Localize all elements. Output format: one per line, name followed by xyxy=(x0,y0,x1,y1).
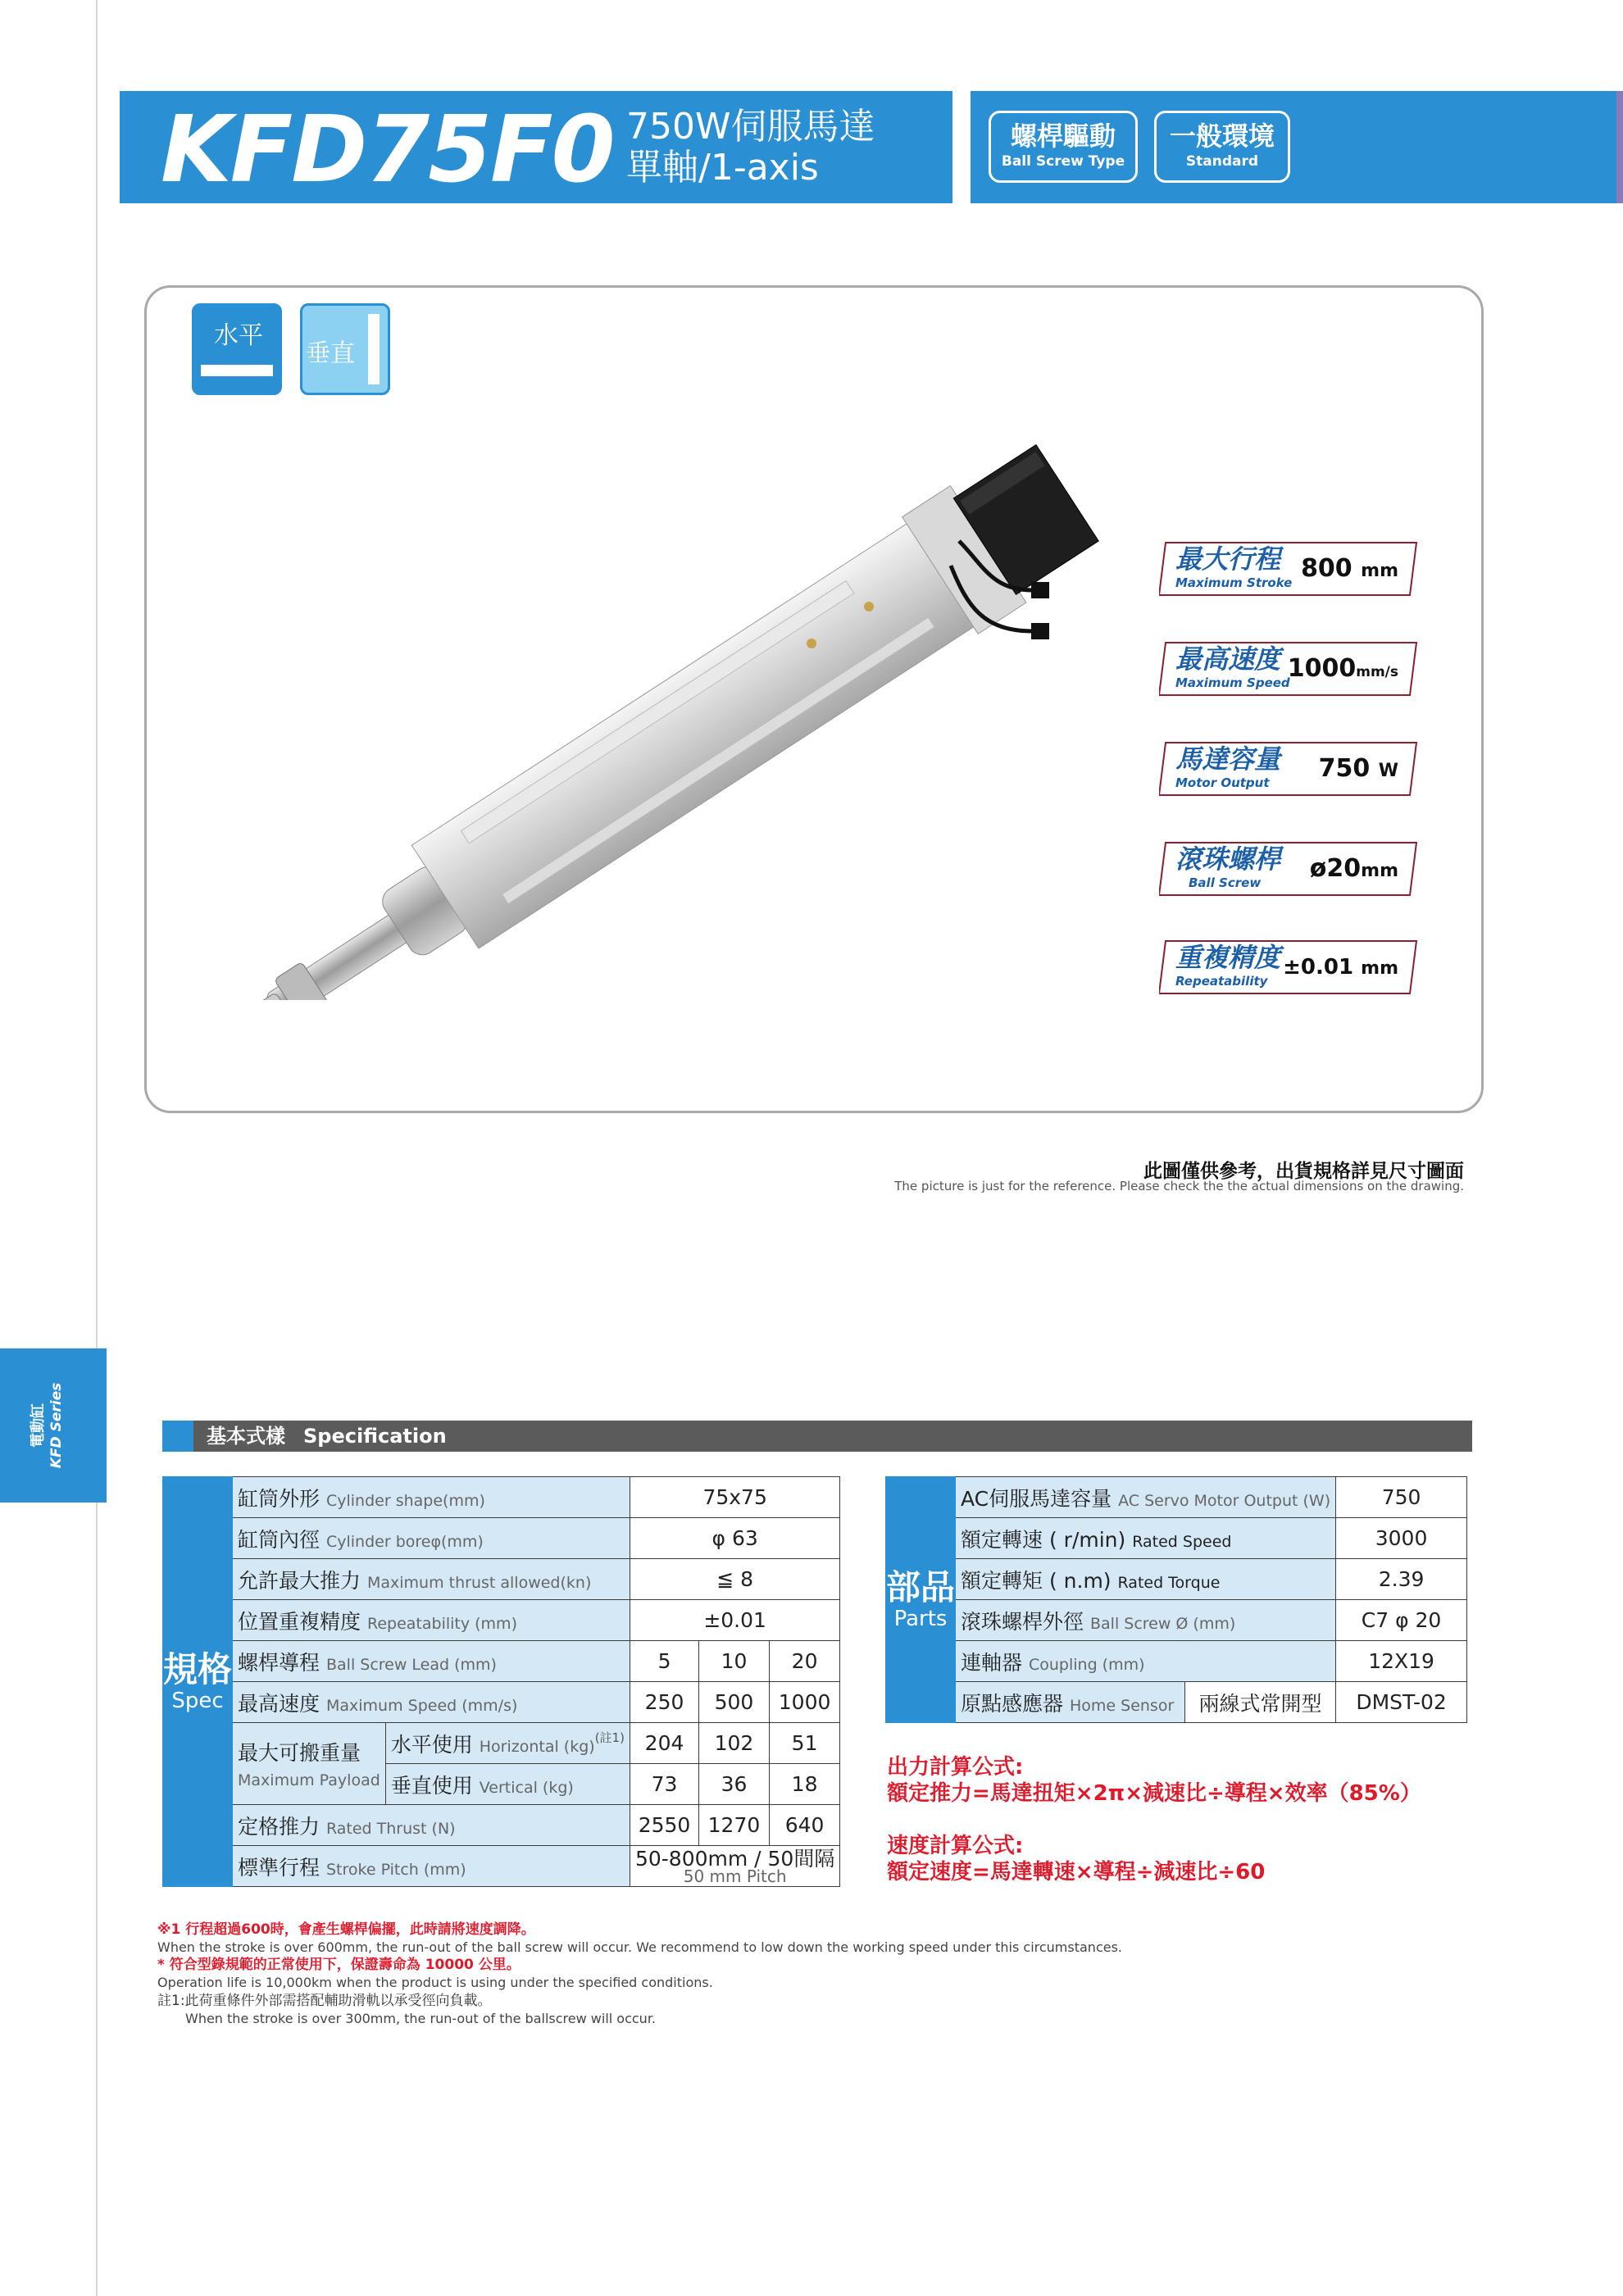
cell-value: 36 xyxy=(699,1764,770,1805)
table-row xyxy=(886,1641,1467,1682)
parts-sidebar xyxy=(886,1477,956,1723)
callout-ball-screw xyxy=(1159,841,1418,897)
spec-sidebar xyxy=(163,1477,233,1887)
cell-value: 5 xyxy=(630,1641,698,1682)
side-tab-zh: 電動缸 xyxy=(30,1403,47,1448)
footnote-2-en: Operation life is 10,000km when the product is using under the specified conditions. xyxy=(157,1975,713,1990)
row-label: 位置重複精度 Repeatability (mm) xyxy=(233,1600,630,1641)
row-label: 額定轉矩 ( n.m) Rated Torque xyxy=(956,1559,1336,1600)
cell-value: 750 xyxy=(1336,1477,1467,1518)
callout-max-stroke-value: 800 xyxy=(1301,554,1352,583)
picture-note-zh: 此圖僅供參考，出貨規格詳見尺寸圖面 xyxy=(1143,1161,1464,1182)
row-label: 缸筒內徑 Cylinder boreφ(mm) xyxy=(233,1518,630,1559)
parts-sidebar-zh: 部品 xyxy=(886,1566,956,1607)
callout-max-speed-en: Maximum Speed xyxy=(1175,675,1290,690)
footnote-3-zh: 註1:此荷重條件外部需搭配輔助滑軌以承受徑向負載。 xyxy=(157,1993,492,2009)
callout-max-stroke xyxy=(1159,541,1418,597)
parts-sidebar-en: Parts xyxy=(893,1606,948,1631)
cell-value: 102 xyxy=(699,1723,770,1764)
table-row xyxy=(886,1477,1467,1518)
callout-ball-screw-value: ø20 xyxy=(1309,854,1362,883)
cell-value: 10 xyxy=(699,1641,770,1682)
picture-note-en: The picture is just for the reference. Please check the the actual dimensions on the drawing. xyxy=(894,1179,1464,1193)
parts-table xyxy=(885,1476,1467,1723)
row-sublabel: 垂直使用 Vertical (kg) xyxy=(385,1764,630,1805)
table-row xyxy=(163,1559,840,1600)
table-row xyxy=(163,1723,840,1764)
spec-banner-accent xyxy=(162,1421,193,1452)
badge-standard xyxy=(1154,111,1290,183)
speed-formula-title: 速度計算公式: xyxy=(887,1834,1024,1858)
output-formula-title: 出力計算公式: xyxy=(887,1755,1024,1780)
callout-max-speed-zh: 最高速度 xyxy=(1175,643,1281,675)
row-label: 允許最大推力 Maximum thrust allowed(kn) xyxy=(233,1559,630,1600)
cell-value: 12X19 xyxy=(1336,1641,1467,1682)
page-margin-line xyxy=(96,0,98,2296)
footnote-2-zh: * 符合型錄規範的正常使用下，保證壽命為 10000 公里。 xyxy=(157,1957,521,1973)
header-subtitle-line2: 單軸/1-axis xyxy=(626,147,819,189)
row-sublabel: 水平使用 Horizontal (kg)$^{(註1)}$ xyxy=(385,1723,630,1764)
table-row xyxy=(163,1846,840,1887)
cell-value: ±0.01 xyxy=(630,1600,839,1641)
badge-ball-screw xyxy=(989,111,1138,183)
spec-banner-title xyxy=(207,1421,447,1452)
callout-max-speed-unit: mm/s xyxy=(1356,664,1398,680)
side-tab-en: KFD Series xyxy=(48,1382,65,1469)
callout-max-speed-value: 1000 xyxy=(1287,654,1357,683)
output-formula-body: 額定推力=馬達扭矩×2π×減速比÷導程×效率（85%） xyxy=(887,1781,1421,1806)
header-edge-accent xyxy=(1616,91,1623,203)
orientation-horizontal-icon xyxy=(192,303,282,395)
badge-standard-en: Standard xyxy=(1185,153,1259,170)
row-label: 標準行程 Stroke Pitch (mm) xyxy=(233,1846,630,1887)
callout-repeatability-value: ±0.01 xyxy=(1283,955,1354,980)
callout-ball-screw-unit: mm xyxy=(1361,861,1398,881)
row-label: 原點感應器 Home Sensor xyxy=(956,1682,1185,1723)
row-label: 連軸器 Coupling (mm) xyxy=(956,1641,1336,1682)
cell-value: C7 φ 20 xyxy=(1336,1600,1467,1641)
callout-motor-output-zh: 馬達容量 xyxy=(1175,743,1281,775)
row-label: 缸筒外形 Cylinder shape(mm) xyxy=(233,1477,630,1518)
badge-ball-screw-en: Ball Screw Type xyxy=(1001,153,1125,170)
callout-max-speed xyxy=(1159,641,1418,697)
row-label: 螺桿導程 Ball Screw Lead (mm) xyxy=(233,1641,630,1682)
callout-max-stroke-unit: mm xyxy=(1361,561,1398,581)
footnote-1-zh: ※1 行程超過600時，會產生螺桿偏擺，此時請將速度調降。 xyxy=(157,1921,535,1938)
header-subtitle-line1: 750W伺服馬達 xyxy=(626,106,875,148)
series-side-tab[interactable] xyxy=(0,1348,107,1503)
actuator-product-image xyxy=(246,426,1115,1000)
footnote-3-en: When the stroke is over 300mm, the run-out of the ballscrew will occur. xyxy=(185,2011,657,2026)
cell-value: 500 xyxy=(699,1682,770,1723)
callout-ball-screw-en: Ball Screw xyxy=(1189,875,1262,890)
cell-value: 20 xyxy=(769,1641,840,1682)
orientation-vertical-icon xyxy=(300,303,390,395)
cell-value: 50-800mm / 50間隔 50 mm Pitch xyxy=(630,1846,839,1887)
row-label: 滾珠螺桿外徑 Ball Screw Ø (mm) xyxy=(956,1600,1336,1641)
cell-value: 1270 xyxy=(699,1805,770,1846)
cell-value: 1000 xyxy=(769,1682,840,1723)
callout-max-stroke-en: Maximum Stroke xyxy=(1175,575,1293,590)
cell-value: 250 xyxy=(630,1682,698,1723)
cell-extra: 兩線式常開型 xyxy=(1184,1682,1335,1723)
cell-value: 2550 xyxy=(630,1805,698,1846)
table-row xyxy=(163,1477,840,1518)
footnote-1-en: When the stroke is over 600mm, the run-out of the ball screw will occur. We recommend to low down the working speed under this circumstances. xyxy=(157,1939,1123,1955)
speed-formula-body: 額定速度=馬達轉速×導程÷減速比÷60 xyxy=(887,1860,1266,1885)
cell-value: φ 63 xyxy=(630,1518,839,1559)
cell-value: 2.39 xyxy=(1336,1559,1467,1600)
callout-repeatability-unit: mm xyxy=(1361,958,1398,979)
cell-value: 204 xyxy=(630,1723,698,1764)
callout-repeatability-zh: 重複精度 xyxy=(1175,942,1281,973)
table-row xyxy=(886,1682,1467,1723)
table-row xyxy=(163,1805,840,1846)
row-label: 最大可搬重量 Maximum Payload xyxy=(233,1723,386,1805)
cell-value: 75x75 xyxy=(630,1477,839,1518)
table-row xyxy=(163,1641,840,1682)
cell-value: 3000 xyxy=(1336,1518,1467,1559)
spec-banner-zh: 基本式樣 xyxy=(207,1425,285,1448)
row-label: 額定轉速 ( r/min) Rated Speed xyxy=(956,1518,1336,1559)
spec-banner-en: Specification xyxy=(303,1425,447,1448)
table-row xyxy=(163,1600,840,1641)
model-number: KFD75F0 xyxy=(161,97,614,203)
row-label: AC伺服馬達容量 AC Servo Motor Output (W) xyxy=(956,1477,1336,1518)
callout-repeatability xyxy=(1159,939,1418,995)
badge-ball-screw-zh: 螺桿驅動 xyxy=(1010,120,1116,152)
callout-motor-output-en: Motor Output xyxy=(1175,775,1270,790)
table-row xyxy=(163,1682,840,1723)
table-row xyxy=(886,1559,1467,1600)
row-label: 定格推力 Rated Thrust (N) xyxy=(233,1805,630,1846)
table-row xyxy=(886,1600,1467,1641)
cell-value: DMST-02 xyxy=(1336,1682,1467,1723)
cell-value: ≦ 8 xyxy=(630,1559,839,1600)
callout-motor-output xyxy=(1159,741,1418,797)
cell-value: 18 xyxy=(769,1764,840,1805)
spec-sidebar-zh: 規格 xyxy=(163,1648,233,1689)
callout-repeatability-en: Repeatability xyxy=(1175,974,1268,989)
orientation-vertical-label: 垂直 xyxy=(306,339,355,368)
callout-max-stroke-zh: 最大行程 xyxy=(1175,543,1281,575)
spec-sidebar-en: Spec xyxy=(171,1688,224,1713)
orientation-horizontal-label: 水平 xyxy=(214,321,263,350)
callout-motor-output-unit: W xyxy=(1378,761,1398,781)
table-row xyxy=(886,1518,1467,1559)
cell-value: 51 xyxy=(769,1723,840,1764)
callout-ball-screw-zh: 滾珠螺桿 xyxy=(1175,843,1281,875)
cell-value: 73 xyxy=(630,1764,698,1805)
spec-table xyxy=(162,1476,840,1887)
row-label: 最高速度 Maximum Speed (mm/s) xyxy=(233,1682,630,1723)
cell-value: 640 xyxy=(769,1805,840,1846)
callout-motor-output-value: 750 xyxy=(1318,754,1371,783)
table-row xyxy=(163,1518,840,1559)
badge-standard-zh: 一般環境 xyxy=(1169,120,1275,152)
